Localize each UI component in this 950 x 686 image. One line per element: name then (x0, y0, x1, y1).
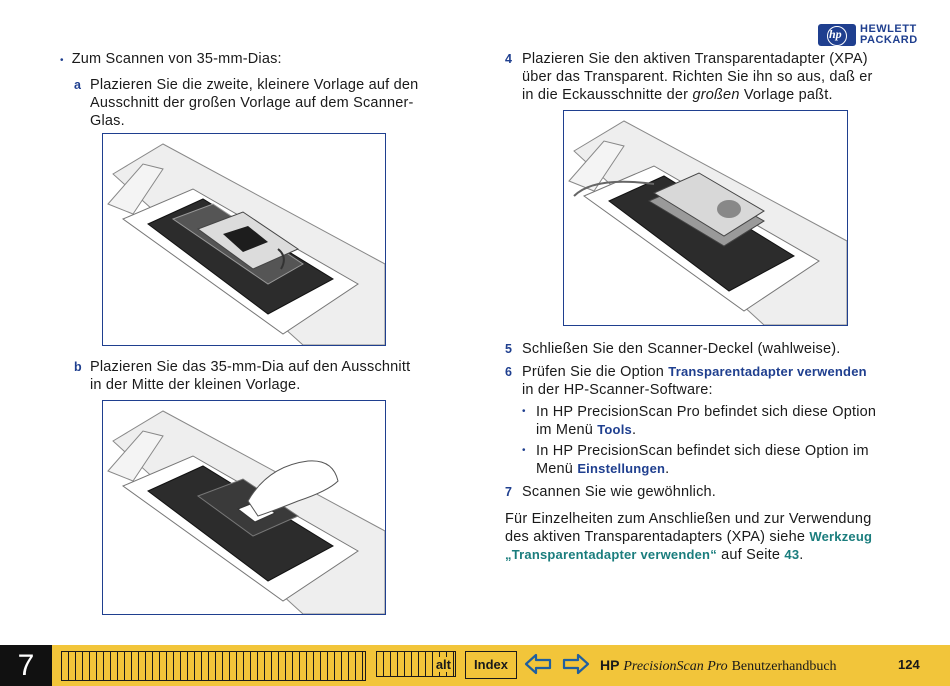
step-6-line1-text: Prüfen Sie die Option (522, 364, 669, 380)
hp-logo-wordmark (860, 24, 918, 46)
werkzeug-link[interactable]: Werkzeug (809, 529, 873, 544)
hp-logo (818, 24, 936, 48)
step-a-line2: Ausschnitt der großen Vorlage auf dem Scanner- (90, 95, 414, 111)
sub-bullet-pro-line2 (536, 421, 936, 439)
sub-bullet-standard-period: . (665, 461, 670, 477)
option-transparentadapter-link[interactable]: Transparentadapter verwenden (668, 364, 867, 379)
bullet-icon: • (60, 55, 64, 66)
forward-arrow-icon[interactable] (562, 653, 590, 675)
illustration-template-placement (102, 133, 386, 346)
hp-logo-line1: HEWLETT (860, 23, 917, 35)
hp-logo-mark-icon (818, 24, 856, 46)
step-a-letter: a (74, 78, 82, 92)
chapter-tab (0, 645, 52, 686)
intro-bullet (60, 50, 282, 70)
index-button[interactable] (465, 651, 517, 679)
reference-line3-period: . (799, 547, 804, 563)
intro-text: Zum Scannen von 35-mm-Dias: (71, 51, 282, 67)
step-5-number: 5 (505, 342, 513, 356)
step-b-line2: in der Mitte der kleinen Vorlage. (90, 377, 301, 393)
reference-line1: Für Einzelheiten zum Anschließen und zur Verwendung (505, 511, 872, 527)
step-4-line3 (522, 86, 932, 104)
step-4-line3-text-a: in die Eckausschnitte der (522, 87, 693, 103)
chapter-thumbnails-strip[interactable] (61, 651, 366, 681)
illustration-slide-placement (102, 400, 386, 615)
chapter-number: 7 (17, 649, 35, 682)
inhalt-button[interactable] (376, 651, 456, 677)
menu-einstellungen-link[interactable]: Einstellungen (577, 461, 666, 476)
back-arrow-icon[interactable] (524, 653, 552, 675)
document-title-hp: HP (600, 657, 620, 673)
step-6-number: 6 (505, 365, 513, 379)
reference-paragraph (505, 510, 930, 564)
step-4-line2: über das Transparent. Richten Sie ihn so aus, daß er (522, 69, 873, 85)
step-4-number: 4 (505, 52, 513, 66)
sub-bullet-standard-line1: In HP PrecisionScan befindet sich diese Option im (536, 443, 869, 459)
step-a-line3: Glas. (90, 113, 125, 129)
scanner-slide-illustration (103, 401, 385, 614)
sub-bullet-standard-line2-text: Menü (536, 461, 578, 477)
reference-line3 (505, 546, 930, 564)
index-button-label: Index (474, 657, 508, 672)
transparentadapter-verwenden-link[interactable]: „Transparentadapter verwenden“ (505, 547, 717, 562)
step-a-line1: Plazieren Sie die zweite, kleinere Vorlage auf den (90, 77, 419, 93)
step-b-line1: Plazieren Sie das 35-mm-Dia auf den Ausschnitt (90, 359, 411, 375)
inhalt-button-label: alt (435, 657, 451, 672)
step-7-number: 7 (505, 485, 513, 499)
scanner-template-illustration (103, 134, 385, 345)
document-title-product: PrecisionScan Pro (623, 659, 728, 674)
sub-bullet-pro-line1: In HP PrecisionScan Pro befindet sich diese Option (536, 404, 877, 420)
hp-logo-mark-text: hp (829, 27, 842, 41)
reference-line2-text: des aktiven Transparentadapters (XPA) siehe (505, 529, 810, 545)
scanner-xpa-illustration (564, 111, 847, 325)
step-6-line1 (522, 363, 932, 381)
menu-tools-link[interactable]: Tools (597, 422, 632, 437)
hp-logo-line2: PACKARD (860, 34, 918, 46)
bullet-icon: • (522, 406, 526, 417)
sub-bullet-standard-line2 (536, 460, 936, 478)
page-43-link[interactable]: 43 (784, 547, 800, 562)
page-number: 124 (898, 657, 920, 672)
step-6-line2: in der HP-Scanner-Software: (522, 382, 713, 398)
document-title (600, 656, 837, 676)
sub-bullet-pro-period: . (631, 422, 637, 438)
step-5-text: Schließen Sie den Scanner-Deckel (wahlweise). (522, 341, 841, 357)
document-title-rest: Benutzerhandbuch (731, 659, 837, 674)
step-7-text: Scannen Sie wie gewöhnlich. (522, 484, 717, 500)
step-4-line3-emphasis: großen (692, 87, 740, 103)
bullet-icon: • (522, 445, 526, 456)
step-4-line3-text-b: Vorlage paßt. (739, 87, 833, 103)
reference-line3-text: auf Seite (716, 547, 785, 563)
sub-bullet-pro-line2-text: im Menü (536, 422, 598, 438)
reference-line2 (505, 528, 930, 546)
illustration-xpa-placement (563, 110, 848, 326)
step-4-line1: Plazieren Sie den aktiven Transparentadapter (XPA) (522, 51, 868, 67)
step-b-letter: b (74, 360, 82, 374)
